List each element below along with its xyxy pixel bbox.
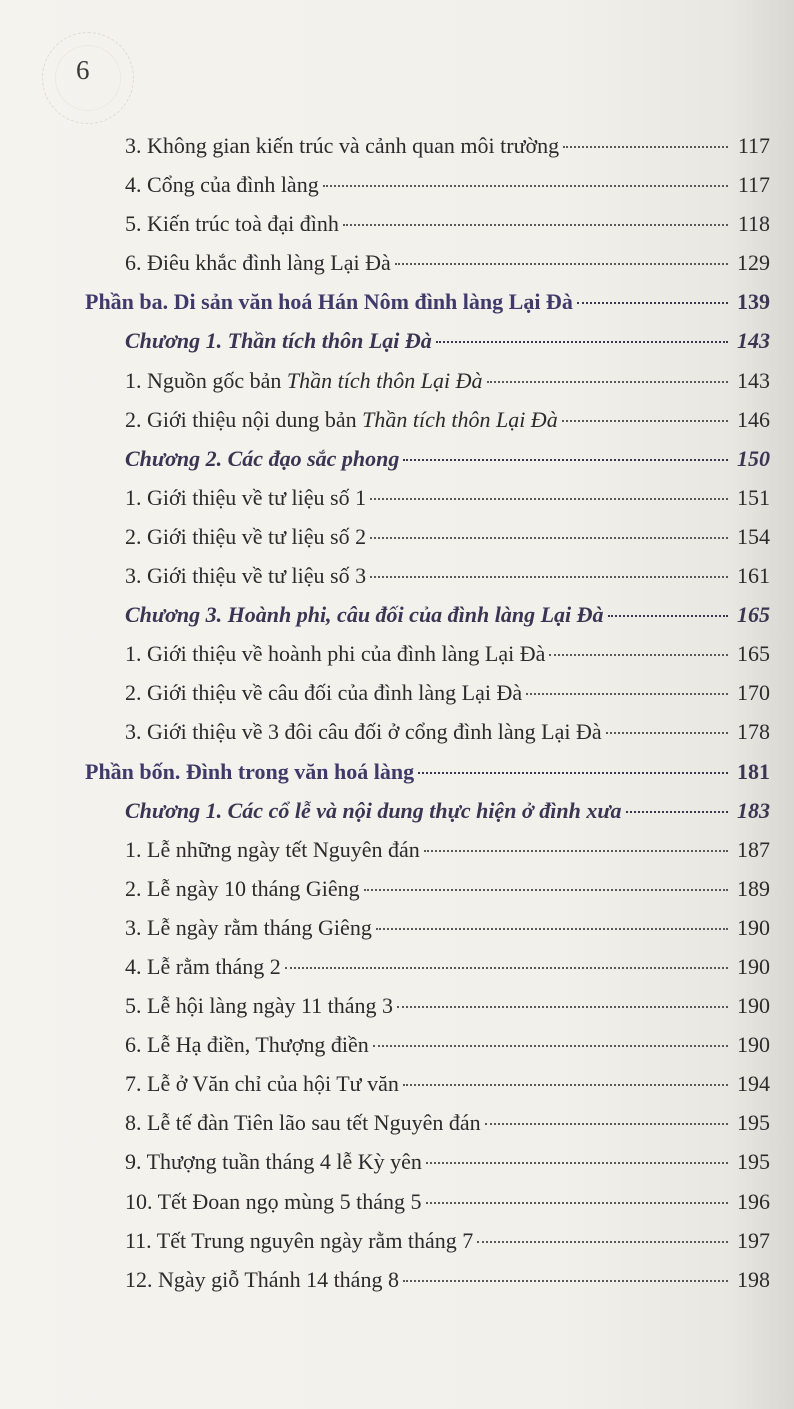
toc-entry-title: 3. Giới thiệu về tư liệu số 3 (125, 563, 367, 589)
page-number: 6 (76, 55, 90, 85)
toc-entry-item (85, 1221, 770, 1260)
toc-entry-item (85, 830, 770, 869)
toc-entry-item (85, 517, 770, 556)
toc-entry-title-plain: 2. Giới thiệu nội dung bản (125, 406, 363, 432)
toc-entry-page: 178 (737, 719, 770, 745)
toc-entry-title: 11. Tết Trung nguyên ngày rằm tháng 7 (125, 1227, 474, 1253)
dot-leader (397, 1006, 728, 1008)
toc-entry-page: 154 (737, 523, 770, 549)
toc-entry-item (85, 986, 770, 1025)
dot-leader (370, 498, 728, 500)
toc-entry-title-plain: 1. Nguồn gốc bản (125, 367, 287, 393)
dot-leader (626, 811, 728, 813)
toc-entry-title: 2. Giới thiệu về tư liệu số 2 (125, 523, 367, 549)
toc-entry-page: 195 (737, 1149, 770, 1175)
dot-leader (562, 420, 728, 422)
dot-leader (577, 302, 728, 304)
toc-entry-title-italic: Thần tích thôn Lại Đà (286, 367, 483, 393)
toc-entry-item (85, 165, 770, 204)
toc-entry-item (85, 1260, 770, 1299)
toc-entry-page: 165 (737, 641, 770, 667)
toc-entry-page: 165 (737, 602, 770, 628)
dot-leader (403, 459, 728, 461)
dot-leader (426, 1162, 728, 1164)
toc-entry-chapter (85, 321, 770, 360)
dot-leader (343, 224, 728, 226)
dot-leader (477, 1241, 728, 1243)
toc-entry-item (85, 556, 770, 595)
toc-entry-page: 187 (737, 836, 770, 862)
toc-entry-item (85, 1103, 770, 1142)
toc-entry-title: Phần ba. Di sản văn hoá Hán Nôm đình làng Lại Đà (85, 289, 573, 315)
toc-entry-title: 9. Thượng tuần tháng 4 lễ Kỳ yên (125, 1149, 422, 1175)
toc-entry-page: 118 (737, 211, 770, 237)
toc-entry-page: 181 (737, 758, 770, 784)
toc-entry-item (85, 869, 770, 908)
toc-entry-page: 146 (737, 406, 770, 432)
dot-leader (608, 615, 728, 617)
toc-entry-title: Chương 3. Hoành phi, câu đối của đình làng Lại Đà (125, 602, 604, 628)
toc-entry-title: 5. Lễ hội làng ngày 11 tháng 3 (125, 993, 394, 1019)
dot-leader (426, 1202, 728, 1204)
dot-leader (364, 889, 728, 891)
toc-entry-page: 190 (737, 993, 770, 1019)
toc-entry-item (85, 712, 770, 751)
toc-entry-title: 4. Lễ rằm tháng 2 (125, 953, 281, 979)
toc-entry-page: 190 (737, 914, 770, 940)
dot-leader (563, 146, 728, 148)
dot-leader (323, 185, 728, 187)
toc-entry-item (85, 634, 770, 673)
toc-entry-title: Chương 1. Các cổ lễ và nội dung thực hiện ở đình xưa (125, 797, 622, 823)
toc-entry-page: 117 (737, 133, 770, 158)
toc-entry-item (85, 1182, 770, 1221)
toc-entry-page: 197 (737, 1227, 770, 1253)
toc-entry-title: 3. Không gian kiến trúc và cảnh quan môi trường (125, 133, 560, 158)
toc-entry-title: 1. Giới thiệu về hoành phi của đình làng Lại Đà (125, 641, 546, 667)
toc-entry-page: 143 (737, 328, 770, 354)
dot-leader (606, 732, 728, 734)
toc-entry-page: 196 (737, 1188, 770, 1214)
toc-entry-chapter (85, 791, 770, 830)
toc-entry-chapter (85, 439, 770, 478)
dot-leader (549, 654, 728, 656)
toc-entry-title: 5. Kiến trúc toà đại đình (125, 211, 339, 237)
toc-entry-page: 151 (737, 484, 770, 510)
toc-entry-page: 117 (737, 172, 770, 198)
toc-entry-item (85, 126, 770, 165)
toc-entry-title: 12. Ngày giỗ Thánh 14 tháng 8 (125, 1266, 399, 1292)
toc-entry-item (85, 1064, 770, 1103)
toc-entry-page: 129 (737, 250, 770, 276)
toc-entry-title-italic: Thần tích thôn Lại Đà (362, 406, 558, 432)
toc-entry-title: 7. Lễ ở Văn chỉ của hội Tư văn (125, 1071, 399, 1097)
dot-leader (485, 1123, 728, 1125)
toc-entry-title: 4. Cổng của đình làng (125, 172, 319, 198)
toc-entry-title: Phần bốn. Đình trong văn hoá làng (85, 758, 415, 784)
dot-leader (370, 576, 728, 578)
toc-entry-title: 2. Lễ ngày 10 tháng Giêng (125, 875, 360, 901)
toc-entry-item (85, 1025, 770, 1064)
toc-entry-page: 190 (737, 1032, 770, 1058)
dot-leader (436, 341, 728, 343)
toc-entry-title: 1. Lễ những ngày tết Nguyên đán (125, 836, 420, 862)
table-of-contents (85, 126, 770, 1299)
toc-entry-item (85, 361, 770, 400)
toc-entry-part (85, 752, 770, 791)
toc-entry-item (85, 673, 770, 712)
toc-entry-title: 3. Lễ ngày rằm tháng Giêng (125, 914, 372, 940)
toc-entry-page: 183 (737, 797, 770, 823)
dot-leader (376, 928, 728, 930)
toc-entry-title: 1. Giới thiệu về tư liệu số 1 (125, 484, 367, 510)
toc-entry-page: 190 (737, 953, 770, 979)
toc-entry-item (85, 204, 770, 243)
toc-entry-title: Chương 2. Các đạo sắc phong (125, 445, 400, 471)
dot-leader (395, 263, 728, 265)
dot-leader (285, 967, 728, 969)
toc-entry-item (85, 243, 770, 282)
toc-entry-title: 10. Tết Đoan ngọ mùng 5 tháng 5 (125, 1188, 422, 1214)
toc-entry-page: 139 (737, 289, 770, 315)
toc-entry-page: 150 (737, 445, 770, 471)
toc-entry-title (125, 361, 483, 400)
toc-entry-page: 198 (737, 1266, 770, 1292)
dot-leader (403, 1084, 728, 1086)
toc-entry-page: 170 (737, 680, 770, 706)
toc-entry-page: 195 (737, 1110, 770, 1136)
toc-entry-title: 6. Lễ Hạ điền, Thượng điền (125, 1032, 369, 1058)
toc-entry-part (85, 282, 770, 321)
toc-entry-title: 2. Giới thiệu về câu đối của đình làng Lại Đà (125, 680, 523, 706)
toc-entry-item (85, 400, 770, 439)
dot-leader (370, 537, 728, 539)
toc-entry-title: 8. Lễ tế đàn Tiên lão sau tết Nguyên đán (125, 1110, 481, 1136)
toc-entry-item (85, 908, 770, 947)
toc-entry-item (85, 947, 770, 986)
toc-entry-title: Chương 1. Thần tích thôn Lại Đà (125, 328, 432, 354)
dot-leader (487, 381, 729, 383)
toc-entry-item (85, 478, 770, 517)
toc-entry-item (85, 1142, 770, 1181)
toc-entry-chapter (85, 595, 770, 634)
toc-entry-page: 161 (737, 563, 770, 589)
toc-entry-title: 3. Giới thiệu về 3 đôi câu đối ở cổng đình làng Lại Đà (125, 719, 602, 745)
toc-entry-title: 6. Điêu khắc đình làng Lại Đà (125, 250, 391, 276)
dot-leader (424, 850, 728, 852)
dot-leader (418, 772, 728, 774)
dot-leader (373, 1045, 728, 1047)
toc-entry-title (125, 400, 558, 439)
toc-entry-page: 143 (737, 367, 770, 393)
toc-entry-page: 194 (737, 1071, 770, 1097)
dot-leader (403, 1280, 728, 1282)
toc-entry-page: 189 (737, 875, 770, 901)
dot-leader (526, 693, 728, 695)
